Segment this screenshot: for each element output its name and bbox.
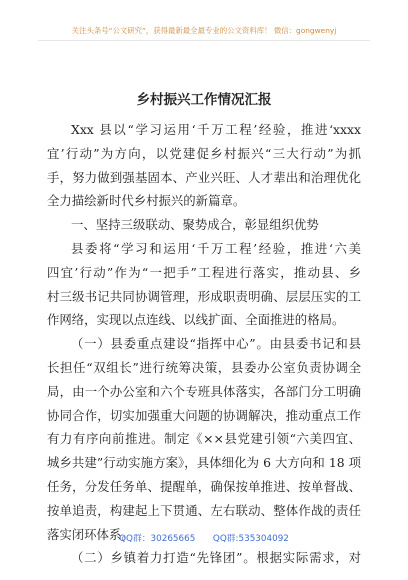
body-line: 协同合作，切实加强重大问题的协调解决，推动重点工作: [47, 407, 361, 423]
body-line: （二）乡镇着力打造“先锋团”。根据实际需求，对: [71, 550, 361, 566]
header-divider: [38, 40, 370, 41]
document-title: 乡村振兴工作情况汇报: [136, 92, 272, 108]
body-line: 四宜’行动”作为“一把手”工程进行落实，推动县、乡: [47, 264, 361, 280]
body-line: Xxx 县以“学习运用‘千万工程’经验，推进‘xxxx: [71, 122, 361, 137]
body-line: 宜’行动”为方向，以党建促乡村振兴“三大行动”为抓: [47, 145, 361, 161]
body-line: 全力描绘新时代乡村振兴的新篇章。: [47, 193, 246, 209]
body-line: 局，由一个办公室和六个专班具体落实，各部门分工明确: [47, 383, 361, 399]
section-heading: 一、坚持三级联动、聚势成合，彰显组织优势: [71, 217, 319, 233]
page-header: 关注头条号“公文研究”，获得最新最全最专业的公文资料库！ 微信：gongwenyj: [71, 26, 337, 35]
body-line: 城乡共建”行动实施方案》，具体细化为 6 大方向和 18 项: [47, 455, 361, 471]
body-line: 有力有序向前推进。制定《××县党建引领“六美四宜、: [47, 431, 361, 447]
body-line: （一）县委重点建设“指挥中心”。由县委书记和县: [71, 336, 361, 352]
body-line: 落实闭环体系。: [47, 526, 134, 542]
body-line: 按单追责，构建起上下贯通、左右联动、整体作战的责任: [47, 502, 361, 518]
page-footer: QQ群：30265665 QQ群:535304092: [119, 534, 289, 544]
body-line: 县委将“学习和运用‘千万工程’经验，推进‘六美: [71, 240, 361, 256]
body-line: 作网络，实现以点连线、以线扩面、全面推进的格局。: [47, 312, 345, 328]
body-line: 村三级书记共同协调管理，形成职责明确、层层压实的工: [47, 288, 361, 304]
document-body: [47, 118, 361, 570]
body-line: 手，努力做到强基固本、产业兴旺、人才辈出和治理优化: [47, 169, 361, 185]
body-line: 任务，分发任务单、提醒单，确保按单推进、按单督战、: [47, 478, 361, 494]
body-line: 长担任“双组长”进行统筹决策，县委办公室负责协调全: [47, 359, 361, 375]
